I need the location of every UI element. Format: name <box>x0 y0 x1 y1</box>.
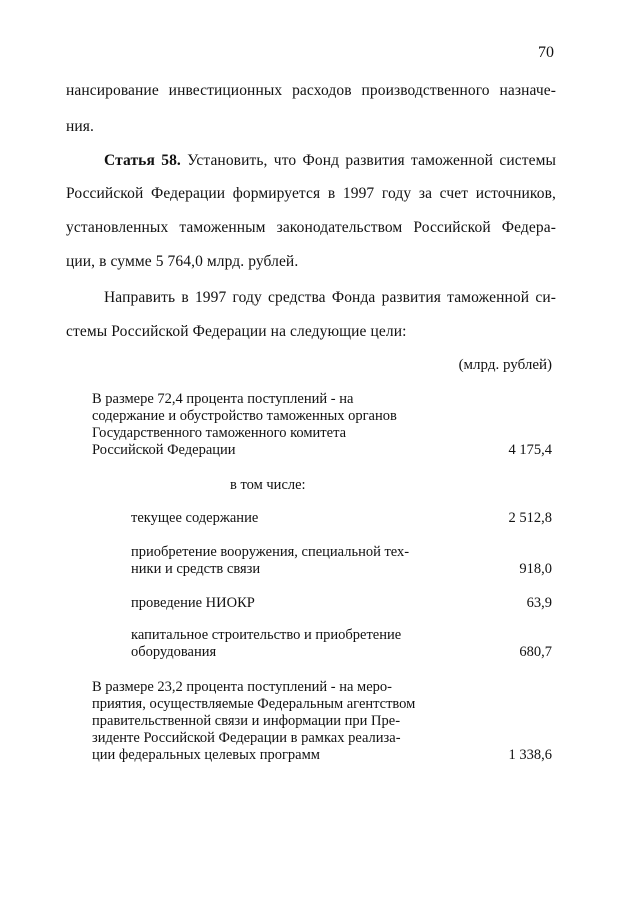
page-number: 70 <box>538 44 554 61</box>
item-1-line: Государственного таможенного комитета <box>92 425 347 441</box>
subitem-4-text <box>131 627 401 661</box>
subitem-1-value: 2 512,8 <box>508 510 552 526</box>
direct-line-1: Направить в 1997 году средства Фонда развития таможенной си- <box>104 289 556 306</box>
item-1-line: содержание и обустройство таможенных органов <box>92 408 397 424</box>
item-2-value: 1 338,6 <box>508 747 552 763</box>
item-2-line: правительственной связи и информации при Пре- <box>92 713 401 729</box>
subitem-2-text <box>131 544 409 578</box>
subitem-4-value: 680,7 <box>519 644 552 660</box>
units-label: (млрд. рублей) <box>458 357 552 373</box>
item-1-line: Российской Федерации <box>92 442 236 458</box>
item-1-line: В размере 72,4 процента поступлений - на <box>92 391 354 407</box>
including-label: в том числе: <box>230 477 306 493</box>
article-line-1 <box>104 152 556 170</box>
item-2-text <box>92 679 415 764</box>
subitem-4-line: капитальное строительство и приобретение <box>131 627 402 643</box>
subitem-2-line: приобретение вооружения, специальной тех- <box>131 544 410 560</box>
intro-line-2: ния. <box>66 118 94 135</box>
article-line-1-text: Установить, что Фонд развития таможенной системы <box>180 152 556 169</box>
subitem-3-text: проведение НИОКР <box>131 595 255 611</box>
item-2-line: зиденте Российской Федерации в рамках реализа- <box>92 730 401 746</box>
direct-line-2: стемы Российской Федерации на следующие цели: <box>66 323 407 340</box>
article-line-3: установленных таможенным законодательством Российской Федера- <box>66 219 556 236</box>
item-2-line: приятия, осуществляемые Федеральным агентством <box>92 696 416 712</box>
item-1-text <box>92 391 397 459</box>
item-1-value: 4 175,4 <box>508 442 552 458</box>
intro-line-1: нансирование инвестиционных расходов производственного назначе- <box>66 82 556 99</box>
subitem-4-line: оборудования <box>131 644 217 660</box>
subitem-2-line: ники и средств связи <box>131 561 261 577</box>
subitem-2-value: 918,0 <box>519 561 552 577</box>
item-2-line: ции федеральных целевых программ <box>92 747 320 763</box>
subitem-3-value: 63,9 <box>526 595 552 611</box>
subitem-1-text: текущее содержание <box>131 510 259 526</box>
article-label: Статья 58. <box>104 152 181 169</box>
article-line-2: Российской Федерации формируется в 1997 году за счет источников, <box>66 185 556 202</box>
article-line-4: ции, в сумме 5 764,0 млрд. рублей. <box>66 253 299 270</box>
item-2-line: В размере 23,2 процента поступлений - на меро- <box>92 679 392 695</box>
